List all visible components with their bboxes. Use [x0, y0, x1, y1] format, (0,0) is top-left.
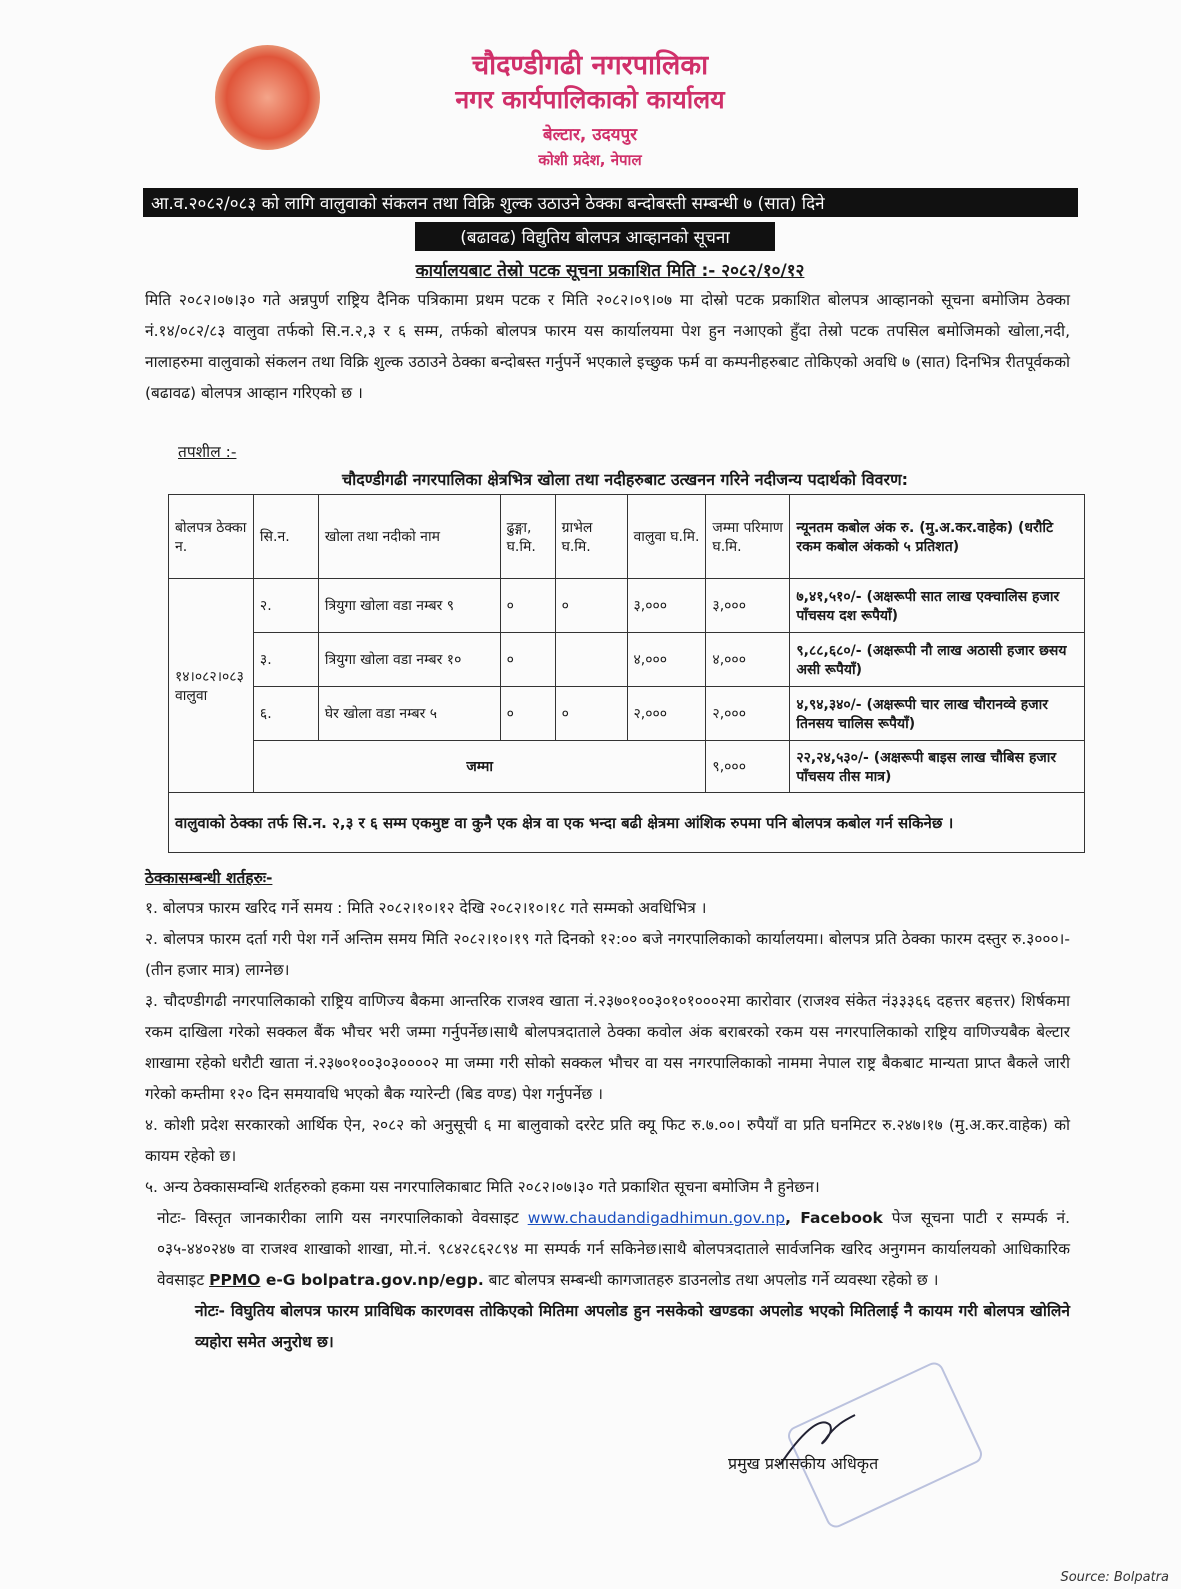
total-bid: २२,२४,५३०/- (अक्षरूपी बाइस लाख चौबिस हजार पाँचसय तीस मात्र): [790, 741, 1085, 793]
cell-total: ४,०००: [706, 633, 790, 687]
total-label: जम्मा: [253, 741, 706, 793]
conditions-title: ठेक्कासम्बन्धी शर्तहरुः-: [145, 869, 273, 887]
notice-title-line2: (बढावढ) विद्युतिय बोलपत्र आव्हानको सूचना: [415, 222, 775, 251]
table-row: [169, 633, 1085, 687]
note-text: बाट बोलपत्र सम्बन्धी कागजातहरु डाउनलोड तथा अपलोड गर्ने व्यवस्था रहेको छ ।: [483, 1271, 939, 1289]
note-text: पेज सूचना पाटी र सम्पर्क नं. ०३५-४४०२४७ वा राजश्व शाखाको शाखा, मो.नं. ९८४२८६२८९४ मा सम्पर्क गर्न सकिनेछ।साथै बोलपत्रदाताले सार्वजनिक खरिद अनुगमन कार्यालयको आधिकारिक वेवसाइट: [157, 1209, 1071, 1289]
cell-sn: ३.: [253, 633, 318, 687]
conditions-list: [145, 893, 1070, 1358]
th-gravel: ग्राभेल घ.मि.: [555, 495, 627, 579]
condition-item: ४. कोशी प्रदेश सरकारको आर्थिक ऐन, २०८२ को अनुसूची ६ मा बालुवाको दररेट प्रति क्यू फिट रु.७.००। रुपैयाँ वा प्रति घनमिटर रु.२४७।१७ (मु.अ.कर.वाहेक) को कायम रहेको छ।: [145, 1116, 1070, 1165]
cell-bid: ९,८८,६८०/- (अक्षरूपी नौ लाख अठासी हजार छसय असी रूपैयाँ): [790, 633, 1085, 687]
tapsil-label: तपशील :-: [178, 443, 237, 461]
cell-name: त्रियुगा खोला वडा नम्बर १०: [318, 633, 500, 687]
official-stamp: [785, 1359, 986, 1531]
condition-item: ५. अन्य ठेक्कासम्वन्धि शर्तहरुको हकमा यस नगरपालिकाबाट मिति २०८२।०७।३० गते प्रकाशित सूचना बमोजिम नै हुनेछन।: [145, 1178, 820, 1196]
table-title: चौदण्डीगढी नगरपालिका क्षेत्रभित्र खोला तथा नदीहरुबाट उत्खनन गरिने नदीजन्य पदार्थको विवरण:: [341, 470, 909, 489]
condition-item: ३. चौदण्डीगढी नगरपालिकाको राष्ट्रिय वाणिज्य बैकमा आन्तरिक राजश्व खाता नं.२३७०१००३०१०१०००२मा कारोवार (राजश्व संकेत नं३३३६६ दहत्तर बहत्तर) शिर्षकमा रकम दाखिला गरेको सक्कल बैंक भौचर भरी जम्मा गर्नुपर्नेछ।साथै बोलपत्रदाताले ठेक्का कवोल अंक बराबरको रकम यस नगरपालिकाको राष्ट्रिय वाणिज्यबैक बेल्टार शाखामा रहेको धरौटी खाता नं.२३७०१००३०३००००२ मा जम्मा गरी सोको सक्कल भौचर वा यस नगरपालिकाको नाममा नेपाल राष्ट्र बैकबाट मान्यता प्राप्त बैकले जारी गरेको कम्तीमा १२० दिन समयावधि भएको बैक ग्यारेन्टी (बिड वण्ड) पेश गर्नुपर्नेछ ।: [145, 992, 1070, 1103]
table-row: [169, 687, 1085, 741]
cell-gravel: ०: [555, 687, 627, 741]
source-caption: Source: Bolpatra: [1060, 1570, 1169, 1585]
note-text: नोटः- विस्तृत जानकारीका लागि यस नगरपालिकाको वेवसाइट: [157, 1209, 528, 1227]
cell-total: ३,०००: [706, 579, 790, 633]
note-website: [145, 1203, 1070, 1296]
th-stone: ढुङ्गा, घ.मि.: [500, 495, 555, 579]
th-bid: न्यूनतम कबोल अंक रु. (मु.अ.कर.वाहेक) (धरौटि रकम कबोल अंकको ५ प्रतिशत): [790, 495, 1085, 579]
cell-stone: ०: [500, 633, 555, 687]
cell-name: घेर खोला वडा नम्बर ५: [318, 687, 500, 741]
contract-no: १४।०८२।०८३ वालुवा: [169, 579, 254, 793]
office-name: नगर कार्यपालिकाको कार्यालय: [455, 85, 725, 114]
office-province: कोशी प्रदेश, नेपाल: [538, 151, 642, 169]
website-link[interactable]: www.chaudandigadhimun.gov.np: [527, 1209, 786, 1227]
cell-total: २,०००: [706, 687, 790, 741]
th-name: खोला तथा नदीको नाम: [318, 495, 500, 579]
note-upload: नोटः- विघुतिय बोलपत्र फारम प्राविधिक कारणवस तोकिएको मितिमा अपलोड हुन नसकेको खण्डका अपलोड भएको मितिलाई नै कायम गरी बोलपत्र खोलिने व्यहोरा समेत अनुरोध छ।: [195, 1302, 1070, 1351]
th-sn: सि.न.: [253, 495, 318, 579]
org-name: चौदण्डीगढी नगरपालिका: [471, 50, 709, 81]
ppmo-label: PPMO: [209, 1271, 261, 1289]
cell-stone: ०: [500, 687, 555, 741]
cell-gravel: [555, 633, 627, 687]
cell-gravel: ०: [555, 579, 627, 633]
th-total: जम्मा परिमाण घ.मि.: [706, 495, 790, 579]
cell-sand: ४,०००: [627, 633, 706, 687]
total-row: [169, 741, 1085, 793]
facebook-label: , Facebook: [785, 1209, 883, 1227]
condition-item: १. बोलपत्र फारम खरिद गर्ने समय : मिति २०८२।१०।१२ देखि २०८२।१०।१८ गते सम्मको अवधिभित्र ।: [145, 899, 707, 917]
total-qty: ९,०००: [706, 741, 790, 793]
office-address: बेल्टार, उदयपुर: [542, 125, 638, 145]
th-sand: वालुवा घ.मि.: [627, 495, 706, 579]
footnote-row: [169, 793, 1085, 853]
table-footnote: वालुवाको ठेक्का तर्फ सि.न. २,३ र ६ सम्म एकमुष्ट वा कुनै एक क्षेत्र वा एक भन्दा बढी क्षेत्रमा आंशिक रुपमा पनि बोलपत्र कबोल गर्न सकिनेछ ।: [169, 793, 1085, 853]
cell-name: त्रियुगा खोला वडा नम्बर ९: [318, 579, 500, 633]
notice-title-line1: आ.व.२०८२/०८३ को लागि वालुवाको संकलन तथा विक्रि शुल्क उठाउने ठेक्का बन्दोबस्ती सम्बन्धी ७ (सात) दिने: [143, 188, 1078, 217]
th-contract: बोलपत्र ठेक्का न.: [169, 495, 254, 579]
published-date: कार्यालयबाट तेस्रो पटक सूचना प्रकाशित मिति :- २०८२/१०/१२: [415, 261, 805, 281]
condition-item: २. बोलपत्र फारम दर्ता गरी पेश गर्ने अन्तिम समय मिति २०८२।१०।१९ गते दिनको १२:०० बजे नगरपालिकाको कार्यालयमा। बोलपत्र प्रति ठेक्का फारम दस्तुर रु.३०००।- (तीन हजार मात्र) लाग्नेछ।: [145, 930, 1070, 979]
nepal-emblem-logo: [215, 45, 320, 150]
cell-sn: ६.: [253, 687, 318, 741]
intro-paragraph: मिति २०८२।०७।३० गते अन्नपुर्ण राष्ट्रिय दैनिक पत्रिकामा प्रथम पटक र मिति २०८२।०९।०७ मा दोस्रो पटक प्रकाशित बोलपत्र आव्हानको सूचना बमोजिम ठेक्का नं.१४/०८२/८३ वालुवा तर्फको सि.न.२,३ र ६ सम्म, तर्फको बोलपत्र फारम यस कार्यालयमा पेश हुन नआएको हुँदा तेस्रो पटक तपसिल बमोजिमको खोला,नदी, नालाहरुमा वालुवाको संकलन तथा विक्रि शुल्क उठाउने ठेक्का बन्दोबस्त गर्नुपर्ने भएकाले इच्छुक फर्म वा कम्पनीहरुबाट तोकिएको अवधि ७ (सात) दिनभित्र रीतपूर्वकको (बढावढ) बोलपत्र आव्हान गरिएको छ ।: [145, 291, 1070, 402]
table-row: [169, 579, 1085, 633]
cell-sand: ३,०००: [627, 579, 706, 633]
cell-bid: ७,४१,५१०/- (अक्षरूपी सात लाख एक्चालिस हजार पाँचसय दश रूपैयाँ): [790, 579, 1085, 633]
egp-link[interactable]: e-G bolpatra.gov.np/egp.: [260, 1271, 484, 1289]
signatory-title: प्रमुख प्रशासकीय अधिकृत: [728, 1454, 879, 1473]
cell-bid: ४,९४,३४०/- (अक्षरूपी चार लाख चौरानव्वे हजार तिनसय चालिस रूपैयाँ): [790, 687, 1085, 741]
table-header-row: [169, 495, 1085, 579]
cell-stone: ०: [500, 579, 555, 633]
cell-sn: २.: [253, 579, 318, 633]
details-table: [168, 494, 1085, 853]
cell-sand: २,०००: [627, 687, 706, 741]
